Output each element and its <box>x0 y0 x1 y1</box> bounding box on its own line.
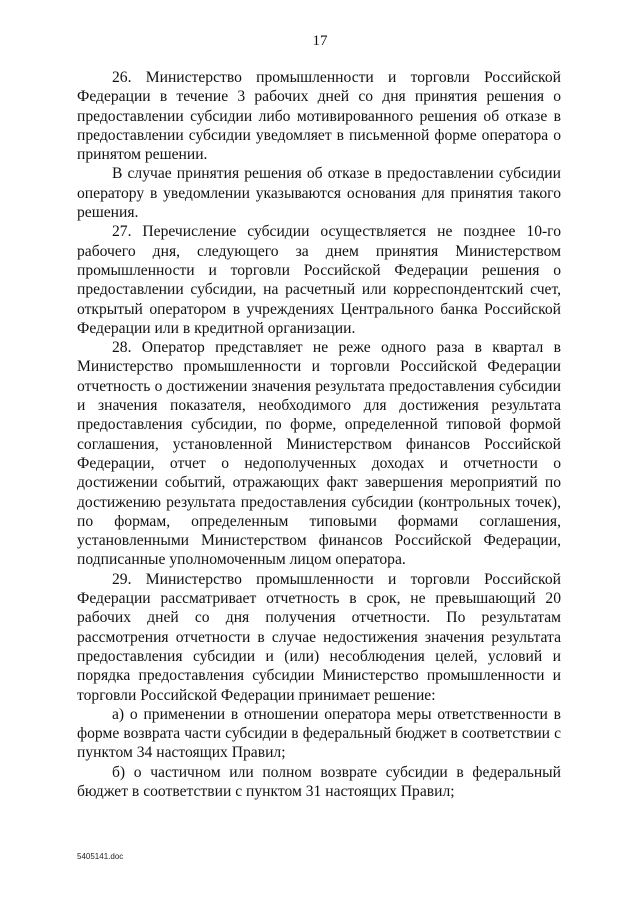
paragraph-26: 26. Министерство промышленности и торговли Российской Федерации в течение 3 рабочих дней со дня принятия решения о предоставлении субсидии либо мотивированного решения об отказе в предоставлении субсидии уведомляет в письменной форме оператора о принятом решении. <box>77 69 561 164</box>
paragraph-29: 29. Министерство промышленности и торговли Российской Федерации рассматривает отчетность в срок, не превышающий 20 рабочих дней со дня получения отчетности. По результатам рассмотрения отчетности в случае недостижения значения результата предоставления субсидии и (или) несоблюдения целей, условий и порядка предоставления субсидии Министерство промышленности и торговли Российской Федерации принимает решение: <box>77 570 561 704</box>
document-body <box>77 68 561 801</box>
paragraph-28: 28. Оператор представляет не реже одного раза в квартал в Министерство промышленности и торговли Российской Федерации отчетность о достижении значения результата предоставления субсидии и значения показателя, необходимого для достижения результата предоставления субсидии, по форме, определенной типовой формой соглашения, установленной Министерством финансов Российской Федерации, отчет о недополученных доходах и отчетности о достижении событий, отражающих факт завершения мероприятий по достижению результата предоставления субсидии (контрольных точек), по формам, определенным типовыми формами соглашения, установленными Министерством финансов Российской Федерации, подписанные уполномоченным лицом оператора. <box>77 339 561 569</box>
paragraph-26-refusal: В случае принятия решения об отказе в предоставлении субсидии оператору в уведомлении указываются основания для принятия такого решения. <box>77 165 561 222</box>
footer-filename: 5405141.doc <box>77 852 124 861</box>
paragraph-29-b: б) о частичном или полном возврате субсидии в федеральный бюджет в соответствии с пунктом 31 настоящих Правил; <box>77 763 561 800</box>
page-number: 17 <box>312 33 328 49</box>
paragraph-27: 27. Перечисление субсидии осуществляется не позднее 10-го рабочего дня, следующего за днем принятия Министерством промышленности и торговли Российской Федерации решения о предоставлении субсидии, на расчетный или корреспондентский счет, открытый оператором в учреждениях Центрального банка Российской Федерации или в кредитной организации. <box>77 223 561 337</box>
paragraph-29-a: а) о применении в отношении оператора меры ответственности в форме возврата части субсидии в федеральный бюджет в соответствии с пунктом 34 настоящих Правил; <box>77 705 561 762</box>
